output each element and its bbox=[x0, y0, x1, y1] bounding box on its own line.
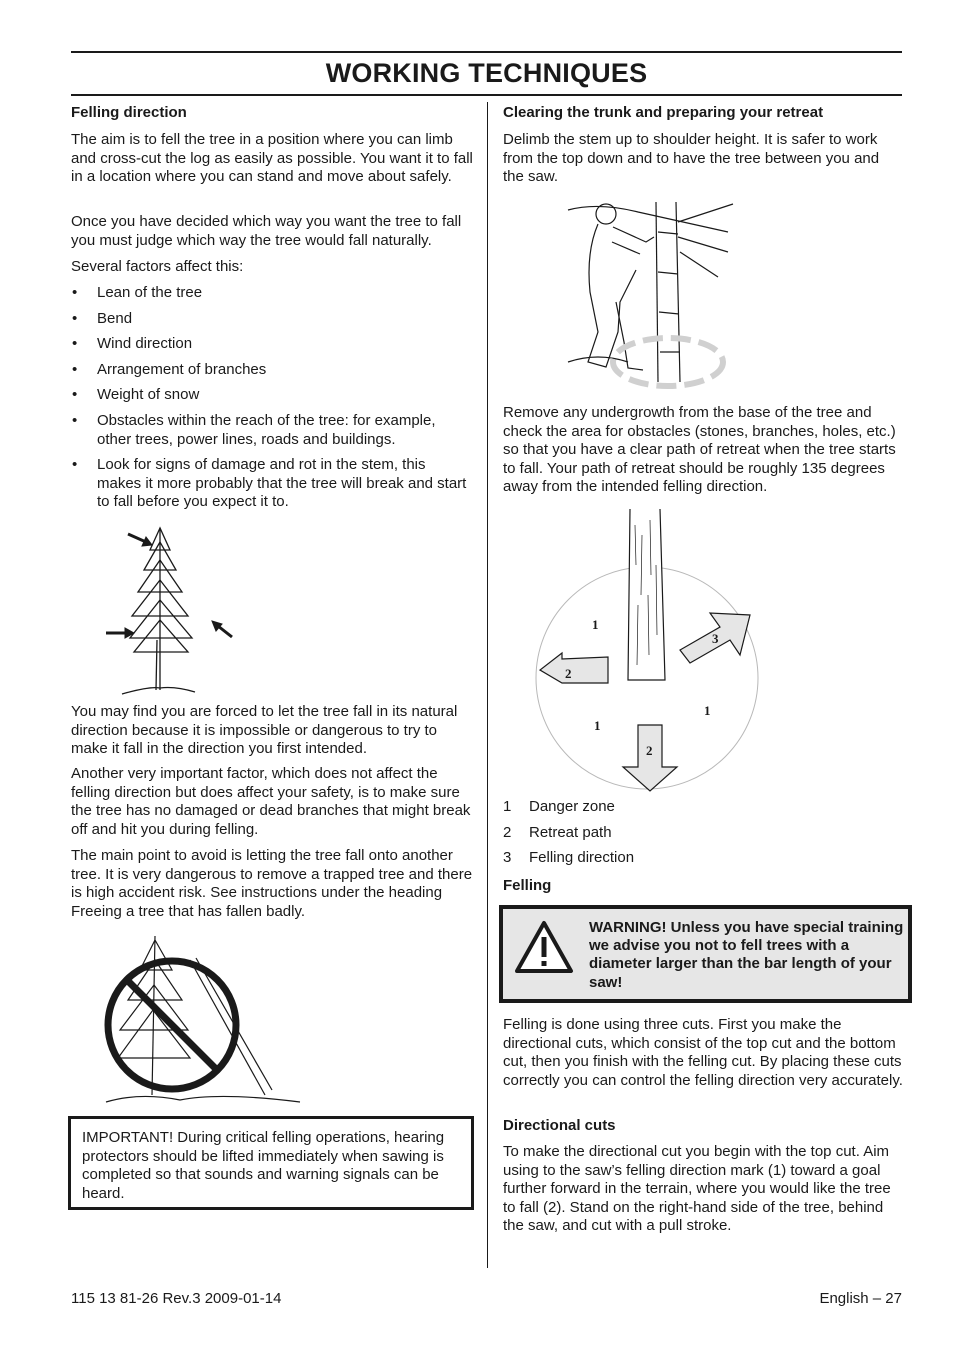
list-item: • Weight of snow bbox=[71, 386, 473, 405]
list-item: • Look for signs of damage and rot in the stem, this makes it more probably that the tree will break and start to fall before you expect it to. bbox=[71, 456, 473, 512]
directional-cuts-heading: Directional cuts bbox=[503, 1117, 616, 1134]
important-notice bbox=[68, 1116, 474, 1210]
no-trapped-tree-illustration bbox=[100, 930, 310, 1108]
retreat-label-bottom: 2 bbox=[646, 743, 653, 758]
list-item: • Lean of the tree bbox=[71, 284, 473, 303]
warning-text: WARNING! Unless you have special training we advise you not to fell trees with a diameter larger than the bar length of your saw! bbox=[589, 919, 904, 991]
clearing-p1: Delimb the stem up to shoulder height. It is safer to work from the top down and to have the tree between you and the saw. bbox=[503, 131, 880, 186]
felling-direction-p5: Another very important factor, which does not affect the felling direction but does affect your safety, is to make sure the tree has no damaged or dead branches that might break off and hit you during felling. bbox=[71, 765, 471, 838]
list-item: • Wind direction bbox=[71, 335, 473, 354]
important-text: IMPORTANT! During critical felling operations, hearing protectors should be lifted immediately when sawing is completed so that sounds and warning signals can be heard. bbox=[82, 1129, 445, 1202]
legend-item: 3 Felling direction bbox=[503, 849, 635, 867]
warning-triangle-icon bbox=[513, 919, 575, 975]
tree-factors-illustration bbox=[100, 520, 250, 700]
danger-label-bottom: 1 bbox=[594, 718, 601, 733]
list-item: • Bend bbox=[71, 310, 473, 329]
felling-direction-heading: Felling direction bbox=[71, 104, 187, 121]
list-item: • Arrangement of branches bbox=[71, 361, 473, 380]
danger-label-top: 1 bbox=[592, 617, 599, 632]
header-rule-top bbox=[71, 51, 902, 53]
header-rule-bottom bbox=[71, 94, 902, 96]
retreat-arrow-down bbox=[623, 725, 677, 791]
felling-direction-p1: The aim is to fell the tree in a position where you can limb and cross-cut the log as easily as possible. You want it to fall in a location where you can stand and move about safely. bbox=[71, 131, 473, 186]
felling-p1: Felling is done using three cuts. First you make the directional cuts, which consist of the top cut and the bottom cut, then you finish with the felling cut. By placing these cuts correctly you can control the felling direction very accurately. bbox=[503, 1016, 903, 1089]
retreat-path-diagram bbox=[530, 505, 770, 795]
diagram-legend bbox=[503, 798, 903, 875]
clearing-heading: Clearing the trunk and preparing your retreat bbox=[503, 104, 824, 121]
legend-item: 1 Danger zone bbox=[503, 798, 615, 815]
felling-direction-p3: Several factors affect this: bbox=[71, 258, 244, 275]
factors-list bbox=[71, 284, 473, 519]
page-number: English – 27 bbox=[819, 1290, 902, 1307]
list-item: • Obstacles within the reach of the tree: for example, other trees, power lines, roads and buildings. bbox=[71, 412, 473, 449]
danger-label-right: 1 bbox=[704, 703, 711, 718]
retreat-label-left: 2 bbox=[565, 666, 572, 681]
retreat-arrow-left bbox=[540, 653, 608, 683]
clearing-p2: Remove any undergrowth from the base of the tree and check the area for obstacles (stones, branches, holes, etc.) so that you have a clear path of retreat when the tree starts to fall. Your path of retreat should be roughly 135 degrees away from the intended felling direction. bbox=[503, 404, 896, 496]
directional-cuts-p1: To make the directional cut you begin with the top cut. Aim using to the saw’s felling direction mark (1) toward a goal further forward in the terrain, where you would like the tree to fall (2). Stand on the right-hand side of the tree, behind the saw, and cut with a pull stroke. bbox=[503, 1143, 891, 1235]
document-id: 115 13 81-26 Rev.3 2009-01-14 bbox=[71, 1290, 282, 1307]
warning-notice bbox=[499, 905, 912, 1003]
legend-item: 2 Retreat path bbox=[503, 823, 612, 841]
delimbing-illustration bbox=[528, 192, 738, 400]
felling-direction-p2: Once you have decided which way you want the tree to fall you must judge which way the tree would fall naturally. bbox=[71, 213, 462, 249]
felling-label: 3 bbox=[712, 631, 719, 646]
felling-direction-p6: The main point to avoid is letting the tree fall onto another tree. It is very dangerous to remove a trapped tree and there is high accident risk. See instructions under the heading Freeing a tree that has fallen badly. bbox=[71, 847, 473, 920]
column-divider bbox=[487, 102, 488, 1268]
felling-heading: Felling bbox=[503, 877, 552, 894]
felling-direction-p4: You may find you are forced to let the tree fall in its natural direction because it is impossible or dangerous to try to make it fall in the direction you first intended. bbox=[71, 703, 458, 758]
page-title: WORKING TECHNIQUES bbox=[325, 58, 648, 88]
